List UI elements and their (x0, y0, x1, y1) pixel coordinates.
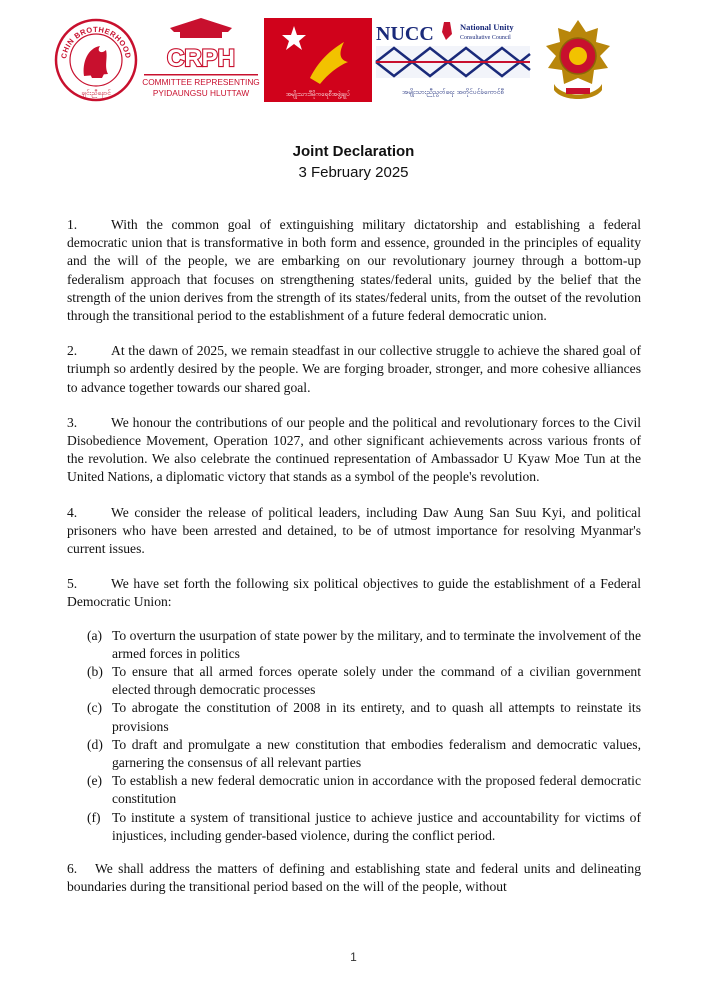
map-icon (442, 22, 452, 40)
objective-letter: (c) (87, 700, 103, 716)
paragraph-number: 3. (67, 414, 78, 430)
paragraph-number: 6. (67, 861, 78, 877)
objective-text: To ensure that all armed forces operate solely under the command of a civilian government elected through democratic processes (112, 664, 641, 698)
objective-item (87, 699, 641, 735)
paragraph-number: 2. (67, 343, 78, 359)
state-seal-emblem (536, 18, 620, 102)
objective-item (87, 736, 641, 772)
paragraph-number: 5. (67, 576, 78, 592)
objective-text: To draft and promulgate a new constitution that embodies federalism and democratic values, garnering the consensus of all relevant parties (112, 736, 641, 771)
nucc-logo (374, 18, 532, 102)
declaration-body (67, 216, 641, 914)
nucc-line2: Consultative Council (460, 35, 511, 41)
paragraph-text: At the dawn of 2025, we remain steadfast in our collective struggle to achieve the shared goal of triumph so ardently desired by the people. We are forging broader, stronger, and more cohesive alliances to advance together towards our shared goal. (67, 343, 641, 395)
paragraph-text: We have set forth the following six political objectives to guide the establishment of a Federal Democratic Union: (67, 576, 641, 610)
objective-letter: (d) (87, 736, 103, 752)
paragraph-text: We consider the release of political leaders, including Daw Aung San Suu Kyi, and political prisoners who have been arrested and detained, to be of utmost importance for resolving Myanmar's current issues. (67, 504, 641, 557)
objective-item (87, 627, 641, 663)
paragraph-number: 4. (67, 504, 78, 520)
chin-brotherhood-caption: ချင်းညီနောင် (81, 89, 111, 97)
paragraph-2 (67, 342, 641, 397)
nld-caption: အမျိုးသားဒီမိုကရေစီအဖွဲ့ချုပ် (285, 91, 351, 98)
logo-banner (54, 18, 654, 102)
nld-flag (264, 18, 372, 102)
objective-item (87, 809, 641, 845)
page-title: Joint Declaration (292, 143, 415, 160)
objective-item (87, 663, 641, 699)
paragraph-text: We shall address the matters of defining and establishing state and federal units and delineating boundaries during the transitional period based on the will of the people, without (67, 861, 641, 895)
paragraph-4 (67, 504, 641, 559)
paragraph-text: We honour the contributions of our people and the political and revolutionary forces to the Civil Disobedience Movement, Operation 1027, and other significant achievements across various fronts of the revolution. We also celebrate the continued representation of Ambassador U Kyaw Moe Tun at the United Nations, a diplomatic victory that stands as a symbol of the people's revolution. (67, 414, 641, 485)
pattern-icon (376, 46, 530, 78)
objective-letter: (b) (87, 664, 103, 680)
crph-line1: COMMITTEE REPRESENTING (142, 77, 260, 87)
paragraph-6 (67, 860, 641, 896)
objective-letter: (e) (87, 773, 103, 789)
objective-text: To overturn the usurpation of state power by the military, and to terminate the involvement of the armed forces in politics (112, 627, 641, 661)
declaration-date: 3 February 2025 (298, 164, 409, 181)
objective-text: To establish a new federal democratic union in accordance with the proposed federal democratic constitution (112, 773, 641, 807)
nucc-caption: အမျိုးသားညီညွတ်ရေး အတိုင်ပင်ခံကောင်စီ (402, 88, 504, 96)
objective-letter: (a) (87, 627, 103, 643)
state-seal-logo (536, 18, 620, 102)
objectives-list (87, 627, 641, 845)
crph-logo (140, 18, 262, 102)
crph-acronym: CRPH (166, 45, 236, 72)
objective-text: To abrogate the constitution of 2008 in its entirety, and to quash all attempts to reinstate its provisions (112, 700, 641, 734)
declaration-header (0, 142, 707, 184)
nld-logo (264, 18, 372, 102)
chin-brotherhood-emblem (54, 18, 138, 102)
nucc-acronym: NUCC (376, 23, 434, 45)
objective-item (87, 772, 641, 808)
paragraph-1 (67, 216, 641, 325)
paragraph-text: With the common goal of extinguishing military dictatorship and establishing a federal democratic union that is transformative in both form and essence, grounded in the principles of equality and the will of the people, we are embarking on our revolutionary journey through a bottom-up federalism approach that focuses on strengthening states/federal units, guided by the belief that the strength of the union derives from the strength of its states/federal units, from the outset of the revolution through the transitional period to the establishment of a future federal democratic union. (67, 217, 641, 324)
chin-brotherhood-logo (54, 18, 138, 102)
chin-brotherhood-arc-text: CHIN BROTHERHOOD (59, 24, 133, 60)
page-number: 1 (350, 950, 357, 964)
crph-line2: PYIDAUNGSU HLUTTAW (152, 88, 250, 98)
nucc-line1: National Unity (460, 22, 514, 32)
objective-letter: (f) (87, 809, 101, 825)
paragraph-3 (67, 414, 641, 487)
objective-text: To institute a system of transitional justice to achieve justice and accountability for victims of injustices, including gender-based violence, during the conflict period. (112, 809, 641, 843)
paragraph-5 (67, 575, 641, 611)
nucc-emblem (374, 18, 532, 102)
paragraph-number: 1. (67, 217, 78, 232)
crph-emblem (140, 18, 262, 102)
